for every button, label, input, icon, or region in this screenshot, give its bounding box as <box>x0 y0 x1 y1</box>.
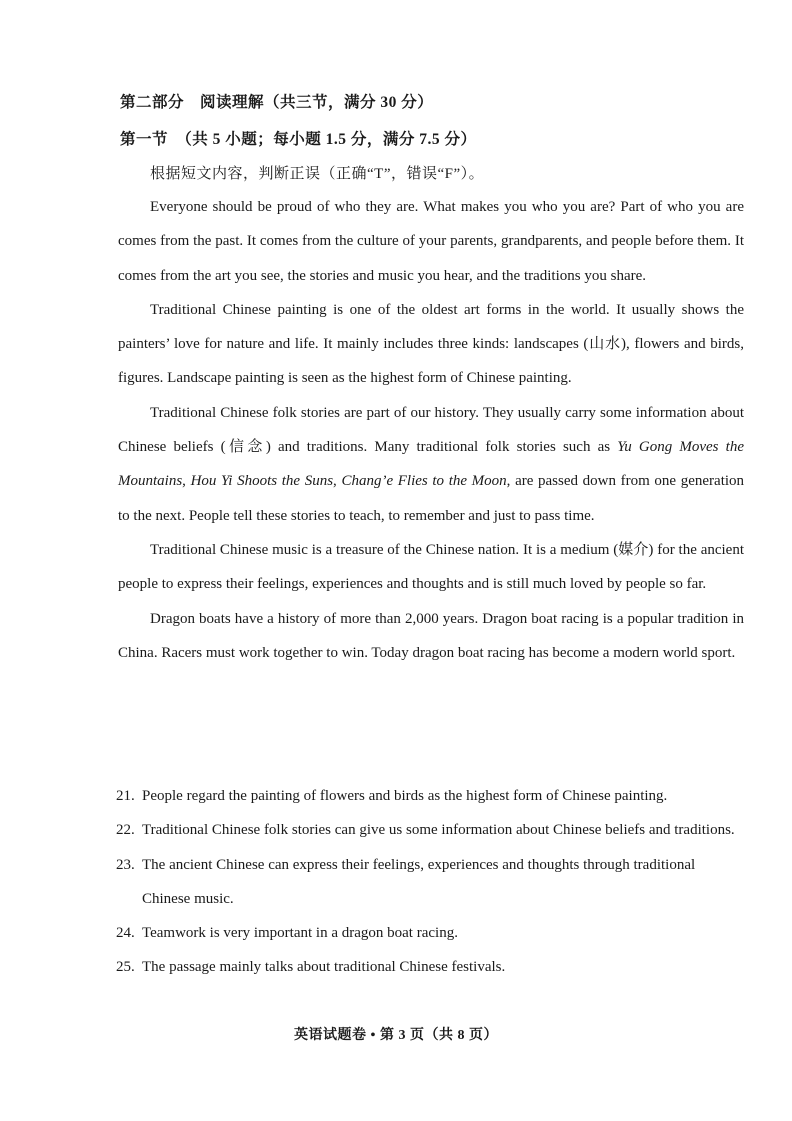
question-list <box>116 779 746 985</box>
section-title: 第一节 （共 5 小题；每小题 1.5 分，满分 7.5 分） <box>120 131 477 148</box>
title-separator: , <box>333 473 342 490</box>
question-item <box>116 950 746 984</box>
instruction-text: 根据短文内容，判断正误（正确“T”，错误“F”）。 <box>150 166 485 182</box>
story-title-change: Chang’e Flies to the Moon <box>341 473 507 490</box>
question-number: 22. <box>116 822 135 839</box>
question-item <box>116 916 746 950</box>
passage-paragraph-1: Everyone should be proud of who they are. What makes you who you are? Part of who you are comes from the past. It comes from the culture of your parents, grandparents, and people before them. It comes from the art you see, the stories and music you hear, and the traditions you share. <box>118 199 744 284</box>
question-number: 21. <box>116 788 135 804</box>
question-text: The passage mainly talks about traditional Chinese festivals. <box>142 959 506 976</box>
question-text: People regard the painting of flowers and birds as the highest form of Chinese painting. <box>142 788 668 804</box>
passage-paragraph-5: Dragon boats have a history of more than 2,000 years. Dragon boat racing is a popular tradition in China. Racers must work together to win. Today dragon boat racing has become a modern world sport. <box>118 610 744 661</box>
question-item <box>116 813 746 847</box>
question-text: Traditional Chinese folk stories can give us some information about Chinese beliefs and traditions. <box>142 822 735 839</box>
title-separator: , <box>182 473 191 490</box>
question-number: 25. <box>116 959 135 976</box>
question-number: 23. <box>116 856 135 873</box>
paragraph-3-intro: Traditional Chinese folk stories are part of our history. They usually carry some information about Chinese beliefs (信念) and traditions. Many traditional folk stories such as <box>118 404 744 456</box>
story-title-hou-yi: Hou Yi Shoots the Suns <box>190 473 334 490</box>
passage-paragraph-3 <box>118 396 744 533</box>
paragraph-3-rest: , are passed down from one generation to the next. People tell these stories to teach, to remember and just to pass time. <box>118 473 745 524</box>
question-number: 24. <box>116 925 135 942</box>
story-title-yu-gong: Yu Gong Moves the Mountains <box>118 439 744 490</box>
question-item <box>116 848 746 917</box>
passage-paragraph-2: Traditional Chinese painting is one of the oldest art forms in the world. It usually shows the painters’ love for nature and life. It mainly includes three kinds: landscapes (山水), flowers and birds, figures. Landscape painting is seen as the highest form of Chinese painting. <box>118 301 744 387</box>
question-item <box>116 779 746 813</box>
reading-passage <box>118 190 744 670</box>
question-text: Teamwork is very important in a dragon boat racing. <box>142 925 458 942</box>
question-text: The ancient Chinese can express their feelings, experiences and thoughts through traditional Chinese music. <box>142 856 696 907</box>
passage-paragraph-4: Traditional Chinese music is a treasure of the Chinese nation. It is a medium (媒介) for the ancient people to express their feelings, experiences and thoughts and is still much loved by people so far. <box>118 541 744 593</box>
page-footer: 英语试题卷 • 第 3 页（共 8 页） <box>294 1028 498 1043</box>
part-title: 第二部分 阅读理解（共三节，满分 30 分） <box>120 94 434 111</box>
